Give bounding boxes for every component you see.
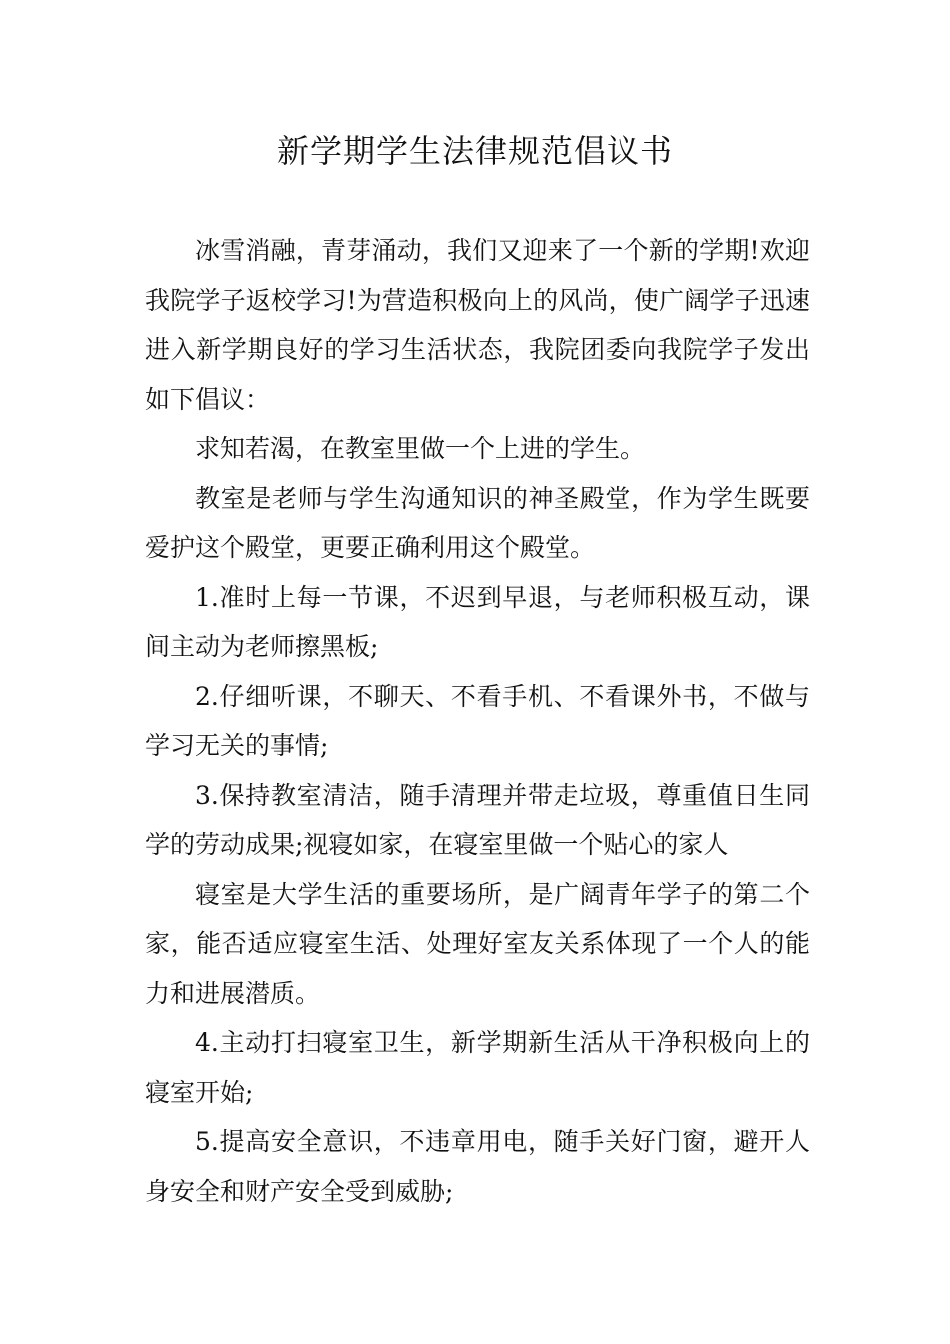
paragraph-classroom-heading: 求知若渴，在教室里做一个上进的学生。 bbox=[195, 434, 646, 463]
paragraph-item-4: 4.主动打扫寝室卫生，新学期新生活从干净积极向上的寝室开始; bbox=[145, 1028, 810, 1107]
document-body bbox=[145, 226, 810, 1216]
paragraph-item-3: 3.保持教室清洁，随手清理并带走垃圾，尊重值日生同学的劳动成果;视寝如家，在寝室里做一个贴心的家人 bbox=[145, 780, 810, 859]
paragraph-item-2: 2.仔细听课，不聊天、不看手机、不看课外书，不做与学习无关的事情; bbox=[145, 681, 810, 760]
paragraph-intro: 冰雪消融，青芽涌动，我们又迎来了一个新的学期!欢迎我院学子返校学习!为营造积极向上的风尚，使广阔学子迅速进入新学期良好的学习生活状态，我院团委向我院学子发出如下倡议： bbox=[145, 236, 810, 414]
paragraph-dorm-desc: 寝室是大学生活的重要场所，是广阔青年学子的第二个家，能否适应寝室生活、处理好室友关系体现了一个人的能力和进展潜质。 bbox=[145, 879, 810, 1008]
paragraph-item-1: 1.准时上每一节课，不迟到早退，与老师积极互动，课间主动为老师擦黑板; bbox=[145, 582, 810, 661]
paragraph-classroom-desc: 教室是老师与学生沟通知识的神圣殿堂，作为学生既要爱护这个殿堂，更要正确利用这个殿堂。 bbox=[145, 483, 810, 562]
paragraph-item-5: 5.提高安全意识，不违章用电，随手关好门窗，避开人身安全和财产安全受到威胁; bbox=[145, 1127, 810, 1206]
document-title: 新学期学生法律规范倡议书 bbox=[276, 132, 673, 170]
